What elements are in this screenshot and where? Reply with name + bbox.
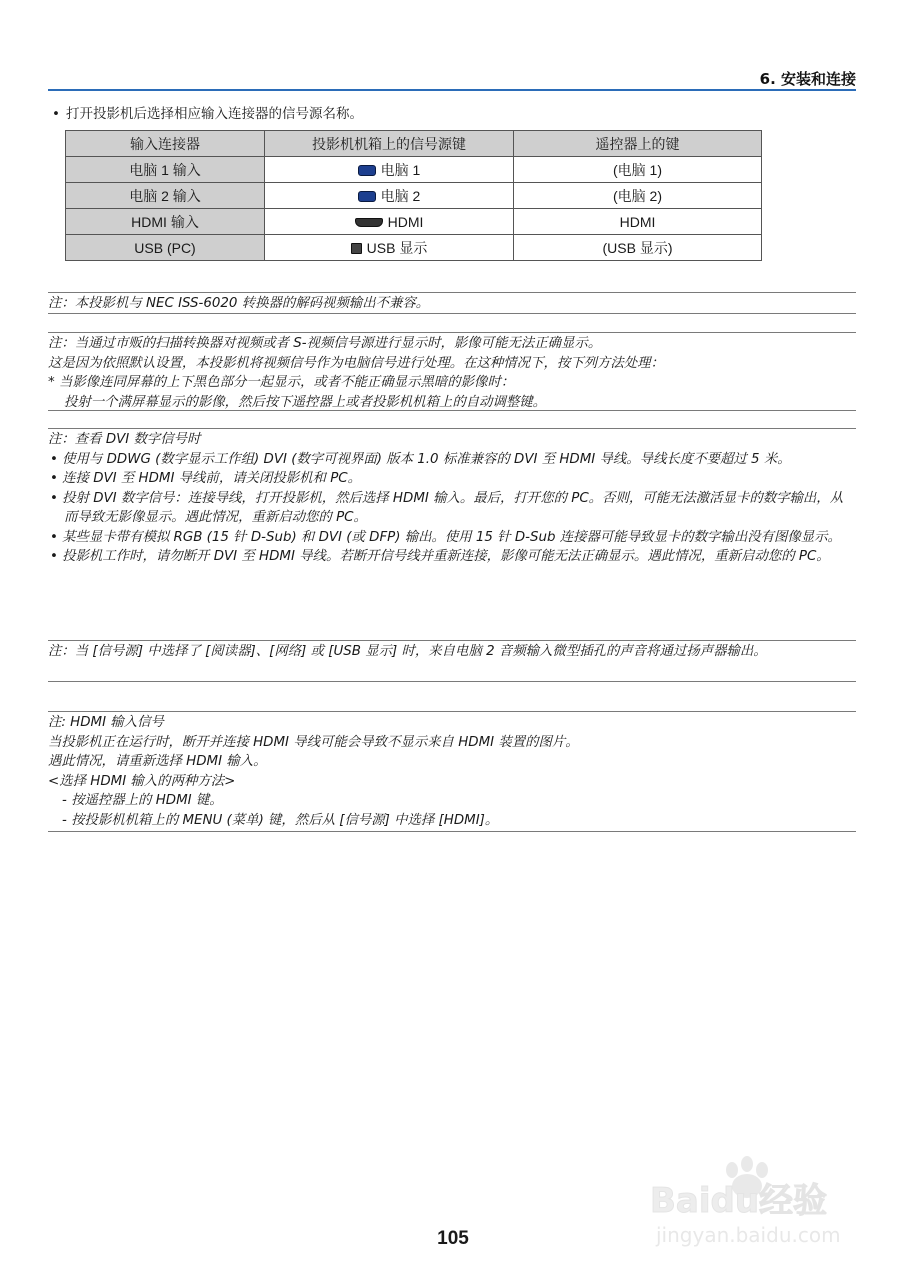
note-line: * 当影像连同屏幕的上下黑色部分一起显示，或者不能正确显示黑暗的影像时： [48,375,515,390]
remote-key-cell: (电脑 2) [514,183,762,209]
connector-cell: HDMI 输入 [66,209,265,235]
watermark-url: jingyan.baidu.com [656,1223,841,1247]
note-bullet: • 投影机工作时，请勿断开 DVI 至 HDMI 导线。若断开信号线并重新连接，影像可能无法正确显示。遇此情况，重新启动您的 PC。 [50,549,830,564]
table-row [66,183,762,209]
cabinet-key-cell [265,183,514,209]
remote-key-cell: (电脑 1) [514,157,762,183]
note-bullet: • 连接 DVI 至 HDMI 导线前，请关闭投影机和 PC。 [50,471,362,486]
note-scan-converter [48,332,856,412]
note-divider [48,681,856,682]
intro-line [52,102,363,122]
note-bullet: • 投射 DVI 数字信号：连接导线，打开投影机，然后选择 HDMI 输入。最后，打开您的 PC。否则，可能无法激活显卡的数字输出，从而导致无影像显示。遇此情况，重新启动您的 PC。 [50,490,844,525]
chapter-rule [48,89,856,91]
remote-key-cell: HDMI [514,209,762,235]
usb-display-icon [351,243,362,254]
note-dvi [48,428,856,567]
intro-bullet: • [52,106,60,122]
cabinet-key-cell [265,209,514,235]
note-line: <选择 HDMI 输入的两种方法> [48,773,236,789]
note-bullet: • 某些显卡带有模拟 RGB (15 针 D-Sub) 和 DVI (或 DFP) 输出。使用 15 针 D-Sub 连接器可能导致显卡的数字输出没有图像显示。 [50,529,841,545]
table-row [66,209,762,235]
note-line: 当投影机正在运行时，断开并连接 HDMI 导线可能会导致不显示来自 HDMI 装置的图片。 [48,734,579,750]
header-cabinet-key: 投影机机箱上的信号源键 [265,131,514,157]
table-row [66,235,762,261]
note-text: 注：当 [信号源] 中选择了 [阅读器]、[网络] 或 [USB 显示] 时，来自电脑 2 音频输入微型插孔的声音将通过扬声器输出。 [48,644,767,659]
hdmi-port-icon [355,218,383,227]
header-connector: 输入连接器 [66,131,265,157]
cabinet-key-label: HDMI [387,213,424,230]
connector-cell: USB (PC) [66,235,265,261]
connector-cell: 电脑 1 输入 [66,157,265,183]
note-divider [48,831,856,832]
note-divider [48,410,856,411]
note-bullet: • 使用与 DDWG (数字显示工作组) DVI (数字可视界面) 版本 1.0 标准兼容的 DVI 至 HDMI 导线。导线长度不要超过 5 米。 [50,451,791,467]
baidu-watermark [646,1150,876,1250]
note-line: - 按投影机机箱上的 MENU (菜单) 键，然后从 [信号源] 中选择 [HDMI]。 [62,812,499,828]
note-line: 注：当通过市贩的扫描转换器对视频或者 S-视频信号源进行显示时，影像可能无法正确显示。 [48,336,602,351]
note-line: 这是因为依照默认设置，本投影机将视频信号作为电脑信号进行处理。在这种情况下，按下列方法处理： [48,355,664,371]
cabinet-key-label: 电脑 2 [380,187,421,204]
vga-port-icon [358,165,376,176]
note-hdmi [48,711,856,830]
note-divider [48,313,856,314]
note-title: 注：查看 DVI 数字信号时 [48,432,201,447]
intro-text: 打开投影机后选择相应输入连接器的信号源名称。 [65,106,363,122]
cabinet-key-label: USB 显示 [366,239,428,256]
note-audio [48,640,856,662]
note-iss6020 [48,292,856,314]
remote-key-cell: (USB 显示) [514,235,762,261]
note-line: 遇此情况，请重新选择 HDMI 输入。 [48,754,267,769]
note-line: 投射一个满屏幕显示的影像，然后按下遥控器上或者投影机机箱上的自动调整键。 [64,394,547,410]
vga-port-icon [358,191,376,202]
note-title: 注: HDMI 输入信号 [48,715,164,730]
chapter-title: 6. 安装和连接 [759,70,856,88]
watermark-brand: Baidu经验 [650,1181,828,1221]
cabinet-key-cell [265,235,514,261]
note-line: - 按遥控器上的 HDMI 键。 [62,793,223,808]
note-text: 注：本投影机与 NEC ISS-6020 转换器的解码视频输出不兼容。 [48,296,430,311]
page-number: 105 [437,1228,469,1249]
connector-cell: 电脑 2 输入 [66,183,265,209]
cabinet-key-label: 电脑 1 [380,161,421,178]
input-source-table [65,130,762,261]
table-header-row [66,131,762,157]
cabinet-key-cell [265,157,514,183]
table-row [66,157,762,183]
header-remote-key: 遥控器上的键 [514,131,762,157]
